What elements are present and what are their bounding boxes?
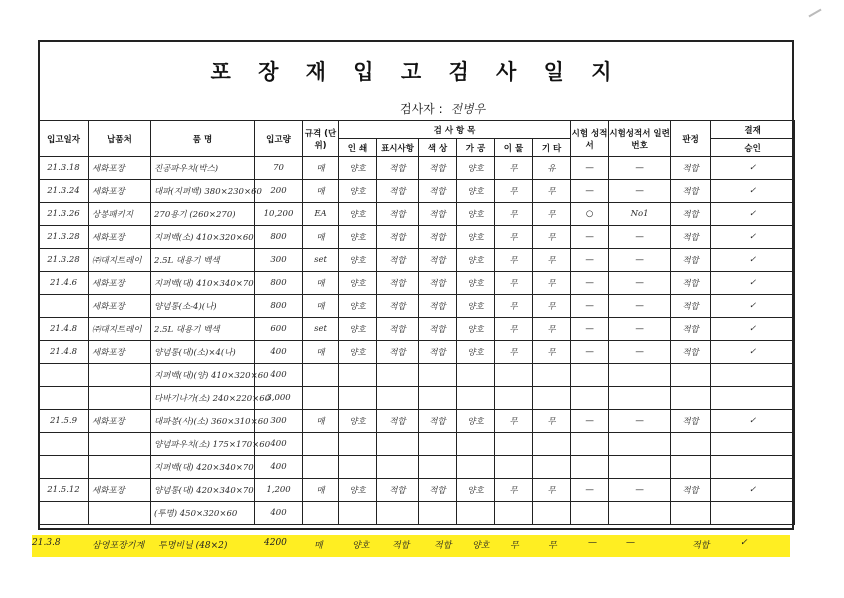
quantity-cell: 600	[255, 318, 303, 341]
spec-cell: set	[303, 318, 339, 341]
report-serial-cell: —	[609, 272, 671, 295]
table-row	[39, 433, 795, 456]
labeling-cell: 적합	[377, 180, 419, 203]
table-row	[39, 341, 795, 364]
etc-cell	[533, 456, 571, 479]
etc-cell	[533, 433, 571, 456]
color-cell: 적합	[419, 249, 457, 272]
item-cell: 대파봉(사)(소) 360×310×60	[151, 410, 255, 433]
foreign-cell: 무	[495, 410, 533, 433]
color-cell	[419, 433, 457, 456]
date-cell	[39, 433, 89, 456]
date-cell: 21.4.8	[39, 318, 89, 341]
test-report-cell: —	[571, 180, 609, 203]
supplier-cell	[89, 364, 151, 387]
judgment-cell: 적합	[671, 226, 711, 249]
print-cell: 양호	[339, 479, 377, 502]
processing-cell: 양호	[457, 341, 495, 364]
color-cell	[419, 502, 457, 525]
inspector-line	[400, 100, 485, 117]
judgment-cell	[671, 364, 711, 387]
header-spec: 규격 (단위)	[303, 121, 339, 157]
color-cell	[419, 387, 457, 410]
report-serial-cell: —	[609, 295, 671, 318]
quantity-cell: 3,000	[255, 387, 303, 410]
quantity-cell: 400	[255, 341, 303, 364]
table-row	[39, 203, 795, 226]
etc-cell: 무	[533, 410, 571, 433]
approval-cell: ✓	[711, 272, 795, 295]
header-supplier: 납품처	[89, 121, 151, 157]
inspector-name: 전병우	[450, 102, 486, 116]
judgment-cell: 적합	[671, 272, 711, 295]
report-serial-cell	[609, 502, 671, 525]
date-cell	[39, 502, 89, 525]
supplier-cell: 세화포장	[89, 226, 151, 249]
test-report-cell: —	[571, 410, 609, 433]
etc-cell: 무	[533, 479, 571, 502]
foreign-cell: 무	[495, 249, 533, 272]
labeling-cell: 적합	[377, 272, 419, 295]
supplier-cell	[89, 387, 151, 410]
supplier-cell: 세화포장	[89, 157, 151, 180]
header-judgment: 판정	[671, 121, 711, 157]
etc-cell: 무	[533, 295, 571, 318]
processing-cell: 양호	[457, 226, 495, 249]
processing-cell	[457, 456, 495, 479]
processing-cell: 양호	[457, 272, 495, 295]
judgment-cell: 적합	[671, 157, 711, 180]
supplier-cell	[89, 502, 151, 525]
foreign-cell: 무	[495, 479, 533, 502]
labeling-cell: 적합	[377, 157, 419, 180]
labeling-cell	[377, 364, 419, 387]
date-cell: 21.3.24	[39, 180, 89, 203]
highlighted-quantity-cell: 4200	[264, 538, 287, 548]
supplier-cell	[89, 456, 151, 479]
etc-cell: 무	[533, 249, 571, 272]
test-report-cell: —	[571, 272, 609, 295]
header-color: 색 상	[419, 139, 457, 157]
judgment-cell	[671, 433, 711, 456]
test-report-cell	[571, 433, 609, 456]
print-cell	[339, 364, 377, 387]
header-labeling: 표시사항	[377, 139, 419, 157]
approval-cell: ✓	[711, 180, 795, 203]
print-cell: 양호	[339, 157, 377, 180]
quantity-cell: 800	[255, 272, 303, 295]
test-report-cell	[571, 456, 609, 479]
supplier-cell: 세화포장	[89, 341, 151, 364]
spec-cell: 매	[303, 272, 339, 295]
processing-cell	[457, 433, 495, 456]
table-row	[39, 226, 795, 249]
color-cell: 적합	[419, 410, 457, 433]
labeling-cell: 적합	[377, 479, 419, 502]
supplier-cell: 세화포장	[89, 479, 151, 502]
table-row	[39, 410, 795, 433]
labeling-cell: 적합	[377, 341, 419, 364]
etc-cell: 무	[533, 341, 571, 364]
date-cell: 21.4.8	[39, 341, 89, 364]
processing-cell	[457, 502, 495, 525]
highlighted-spec-cell: 매	[314, 541, 323, 551]
foreign-cell: 무	[495, 341, 533, 364]
header-quantity: 입고량	[255, 121, 303, 157]
quantity-cell: 400	[255, 502, 303, 525]
approval-cell	[711, 364, 795, 387]
highlighted-labeling-cell: 적합	[392, 541, 410, 551]
etc-cell: 무	[533, 203, 571, 226]
color-cell: 적합	[419, 203, 457, 226]
test-report-cell: —	[571, 479, 609, 502]
item-cell: 지퍼백(대)(양) 410×320×60	[151, 364, 255, 387]
header-processing: 가 공	[457, 139, 495, 157]
test-report-cell	[571, 387, 609, 410]
report-serial-cell	[609, 433, 671, 456]
approval-cell	[711, 456, 795, 479]
print-cell	[339, 456, 377, 479]
print-cell: 양호	[339, 272, 377, 295]
quantity-cell: 400	[255, 456, 303, 479]
supplier-cell	[89, 433, 151, 456]
supplier-cell: 세화포장	[89, 272, 151, 295]
quantity-cell: 200	[255, 180, 303, 203]
spec-cell: 매	[303, 157, 339, 180]
color-cell: 적합	[419, 479, 457, 502]
item-cell: 지퍼백(대) 410×340×70	[151, 272, 255, 295]
judgment-cell: 적합	[671, 295, 711, 318]
highlighted-item-cell: 투명비닐 (48×2)	[158, 541, 228, 551]
test-report-cell	[571, 364, 609, 387]
header-item: 품 명	[151, 121, 255, 157]
spec-cell: 매	[303, 479, 339, 502]
document-title: 포 장 재 입 고 검 사 일 지	[210, 60, 622, 84]
color-cell	[419, 456, 457, 479]
header-approval: 결재	[711, 121, 795, 139]
processing-cell: 양호	[457, 157, 495, 180]
report-serial-cell: —	[609, 410, 671, 433]
report-serial-cell: —	[609, 341, 671, 364]
color-cell: 적합	[419, 341, 457, 364]
labeling-cell	[377, 456, 419, 479]
judgment-cell: 적합	[671, 318, 711, 341]
highlighted-etc-cell: 무	[548, 541, 557, 551]
print-cell: 양호	[339, 249, 377, 272]
quantity-cell: 300	[255, 410, 303, 433]
highlighted-report-serial-cell: —	[626, 538, 635, 548]
judgment-cell: 적합	[671, 180, 711, 203]
header-approval-sign: 승인	[711, 139, 795, 157]
highlighted-row-band	[32, 535, 790, 557]
approval-cell: ✓	[711, 295, 795, 318]
spec-cell: set	[303, 249, 339, 272]
print-cell: 양호	[339, 203, 377, 226]
spec-cell	[303, 364, 339, 387]
supplier-cell: 세화포장	[89, 295, 151, 318]
judgment-cell: 적합	[671, 203, 711, 226]
report-serial-cell: —	[609, 479, 671, 502]
spec-cell: 매	[303, 410, 339, 433]
item-cell: 양념통(소-4)(나)	[151, 295, 255, 318]
print-cell: 양호	[339, 341, 377, 364]
quantity-cell: 800	[255, 226, 303, 249]
foreign-cell: 무	[495, 157, 533, 180]
labeling-cell: 적합	[377, 249, 419, 272]
foreign-cell	[495, 364, 533, 387]
print-cell: 양호	[339, 295, 377, 318]
highlighted-processing-cell: 양호	[472, 541, 490, 551]
table-row	[39, 364, 795, 387]
item-cell: 지퍼백(대) 420×340×70	[151, 456, 255, 479]
inspector-label: 검사자 :	[400, 102, 443, 116]
item-cell: 진공파우치(박스)	[151, 157, 255, 180]
approval-cell	[711, 502, 795, 525]
quantity-cell: 800	[255, 295, 303, 318]
quantity-cell: 1,200	[255, 479, 303, 502]
highlighted-supplier-cell: 삼영포장기계	[92, 541, 145, 551]
quantity-cell: 300	[255, 249, 303, 272]
report-serial-cell	[609, 456, 671, 479]
supplier-cell: 세화포장	[89, 410, 151, 433]
etc-cell	[533, 364, 571, 387]
supplier-cell: 세화포장	[89, 180, 151, 203]
labeling-cell	[377, 433, 419, 456]
date-cell: 21.5.9	[39, 410, 89, 433]
header-test-report: 시험 성적서	[571, 121, 609, 157]
highlighted-date-cell: 21.3.8	[32, 538, 61, 548]
etc-cell: 무	[533, 272, 571, 295]
quantity-cell: 400	[255, 433, 303, 456]
processing-cell: 양호	[457, 180, 495, 203]
table-row	[39, 295, 795, 318]
print-cell: 양호	[339, 180, 377, 203]
supplier-cell: ㈜대지트레이	[89, 318, 151, 341]
print-cell	[339, 387, 377, 410]
processing-cell	[457, 364, 495, 387]
item-cell: 2.5L 대용기 백색	[151, 249, 255, 272]
approval-cell: ✓	[711, 226, 795, 249]
table-row	[39, 318, 795, 341]
print-cell: 양호	[339, 226, 377, 249]
date-cell	[39, 364, 89, 387]
color-cell: 적합	[419, 157, 457, 180]
judgment-cell	[671, 456, 711, 479]
labeling-cell	[377, 502, 419, 525]
approval-cell	[711, 433, 795, 456]
print-cell: 양호	[339, 318, 377, 341]
etc-cell: 무	[533, 180, 571, 203]
approval-cell: ✓	[711, 479, 795, 502]
labeling-cell: 적합	[377, 410, 419, 433]
highlighted-color-cell: 적합	[434, 541, 452, 551]
foreign-cell	[495, 502, 533, 525]
processing-cell	[457, 387, 495, 410]
foreign-cell: 무	[495, 295, 533, 318]
test-report-cell: —	[571, 341, 609, 364]
labeling-cell: 적합	[377, 226, 419, 249]
print-cell: 양호	[339, 410, 377, 433]
date-cell: 21.3.28	[39, 249, 89, 272]
header-date: 입고일자	[39, 121, 89, 157]
table-row	[39, 249, 795, 272]
report-serial-cell	[609, 387, 671, 410]
color-cell: 적합	[419, 272, 457, 295]
report-serial-cell: —	[609, 180, 671, 203]
judgment-cell: 적합	[671, 410, 711, 433]
report-serial-cell: —	[609, 226, 671, 249]
highlighted-foreign-cell: 무	[510, 541, 519, 551]
date-cell: 21.3.18	[39, 157, 89, 180]
judgment-cell: 적합	[671, 341, 711, 364]
test-report-cell: —	[571, 226, 609, 249]
header-report-serial: 시험성적서 일련번호	[609, 121, 671, 157]
test-report-cell: —	[571, 318, 609, 341]
test-report-cell: ○	[571, 203, 609, 226]
color-cell: 적합	[419, 318, 457, 341]
item-cell: (투명) 450×320×60	[151, 502, 255, 525]
table-row	[39, 502, 795, 525]
approval-cell	[711, 387, 795, 410]
processing-cell: 양호	[457, 295, 495, 318]
judgment-cell: 적합	[671, 249, 711, 272]
table-row	[39, 479, 795, 502]
header-inspection-group: 검 사 항 목	[339, 121, 571, 139]
item-cell: 양념통(대)(소)×4(나)	[151, 341, 255, 364]
supplier-cell: 상봉패키지	[89, 203, 151, 226]
date-cell: 21.4.6	[39, 272, 89, 295]
spec-cell	[303, 456, 339, 479]
labeling-cell	[377, 387, 419, 410]
foreign-cell	[495, 387, 533, 410]
etc-cell	[533, 502, 571, 525]
quantity-cell: 70	[255, 157, 303, 180]
test-report-cell: —	[571, 249, 609, 272]
table-row	[39, 456, 795, 479]
approval-cell: ✓	[711, 203, 795, 226]
processing-cell: 양호	[457, 410, 495, 433]
item-cell: 지퍼백(소) 410×320×60	[151, 226, 255, 249]
inspection-table	[38, 120, 795, 525]
header-print: 인 쇄	[339, 139, 377, 157]
test-report-cell	[571, 502, 609, 525]
highlighted-test-report-cell: —	[588, 538, 597, 548]
approval-cell: ✓	[711, 249, 795, 272]
foreign-cell: 무	[495, 203, 533, 226]
foreign-cell: 무	[495, 226, 533, 249]
highlighted-print-cell: 양호	[352, 541, 370, 551]
processing-cell: 양호	[457, 203, 495, 226]
spec-cell: 매	[303, 180, 339, 203]
labeling-cell: 적합	[377, 295, 419, 318]
table-row	[39, 387, 795, 410]
report-serial-cell: —	[609, 157, 671, 180]
processing-cell: 양호	[457, 479, 495, 502]
spec-cell	[303, 387, 339, 410]
report-serial-cell: No1	[609, 203, 671, 226]
date-cell: 21.3.26	[39, 203, 89, 226]
date-cell: 21.3.28	[39, 226, 89, 249]
print-cell	[339, 502, 377, 525]
highlighted-judgment-cell: 적합	[692, 541, 710, 551]
date-cell	[39, 387, 89, 410]
processing-cell: 양호	[457, 318, 495, 341]
scan-artifact	[808, 9, 821, 18]
etc-cell: 무	[533, 226, 571, 249]
spec-cell: 매	[303, 295, 339, 318]
item-cell: 양념파우치(소) 175×170×60	[151, 433, 255, 456]
approval-cell: ✓	[711, 341, 795, 364]
quantity-cell: 400	[255, 364, 303, 387]
judgment-cell: 적합	[671, 479, 711, 502]
labeling-cell: 적합	[377, 203, 419, 226]
foreign-cell	[495, 433, 533, 456]
judgment-cell	[671, 387, 711, 410]
etc-cell: 무	[533, 318, 571, 341]
date-cell: 21.5.12	[39, 479, 89, 502]
approval-cell: ✓	[711, 157, 795, 180]
item-cell: 2.5L 대용기 백색	[151, 318, 255, 341]
color-cell: 적합	[419, 180, 457, 203]
item-cell: 양념통(대) 420×340×70	[151, 479, 255, 502]
color-cell: 적합	[419, 295, 457, 318]
test-report-cell: —	[571, 295, 609, 318]
foreign-cell: 무	[495, 180, 533, 203]
labeling-cell: 적합	[377, 318, 419, 341]
approval-cell: ✓	[711, 318, 795, 341]
judgment-cell	[671, 502, 711, 525]
color-cell	[419, 364, 457, 387]
report-serial-cell	[609, 364, 671, 387]
item-cell: 270용기 (260×270)	[151, 203, 255, 226]
date-cell	[39, 295, 89, 318]
spec-cell	[303, 502, 339, 525]
foreign-cell	[495, 456, 533, 479]
quantity-cell: 10,200	[255, 203, 303, 226]
spec-cell: EA	[303, 203, 339, 226]
item-cell: 다바기나가(소) 240×220×60	[151, 387, 255, 410]
report-serial-cell: —	[609, 249, 671, 272]
date-cell	[39, 456, 89, 479]
report-serial-cell: —	[609, 318, 671, 341]
table-row	[39, 272, 795, 295]
foreign-cell: 무	[495, 318, 533, 341]
approval-cell: ✓	[711, 410, 795, 433]
color-cell: 적합	[419, 226, 457, 249]
inspection-log-sheet	[38, 40, 794, 530]
table-row	[39, 157, 795, 180]
test-report-cell: —	[571, 157, 609, 180]
print-cell	[339, 433, 377, 456]
spec-cell	[303, 433, 339, 456]
spec-cell: 매	[303, 341, 339, 364]
processing-cell: 양호	[457, 249, 495, 272]
item-cell: 대파(지퍼백) 380×230×60	[151, 180, 255, 203]
highlighted-approval-cell: ✓	[740, 538, 748, 548]
etc-cell: 유	[533, 157, 571, 180]
table-row	[39, 180, 795, 203]
spec-cell: 매	[303, 226, 339, 249]
header-foreign: 이 물	[495, 139, 533, 157]
header-etc: 기 타	[533, 139, 571, 157]
supplier-cell: ㈜대지트레이	[89, 249, 151, 272]
etc-cell	[533, 387, 571, 410]
foreign-cell: 무	[495, 272, 533, 295]
